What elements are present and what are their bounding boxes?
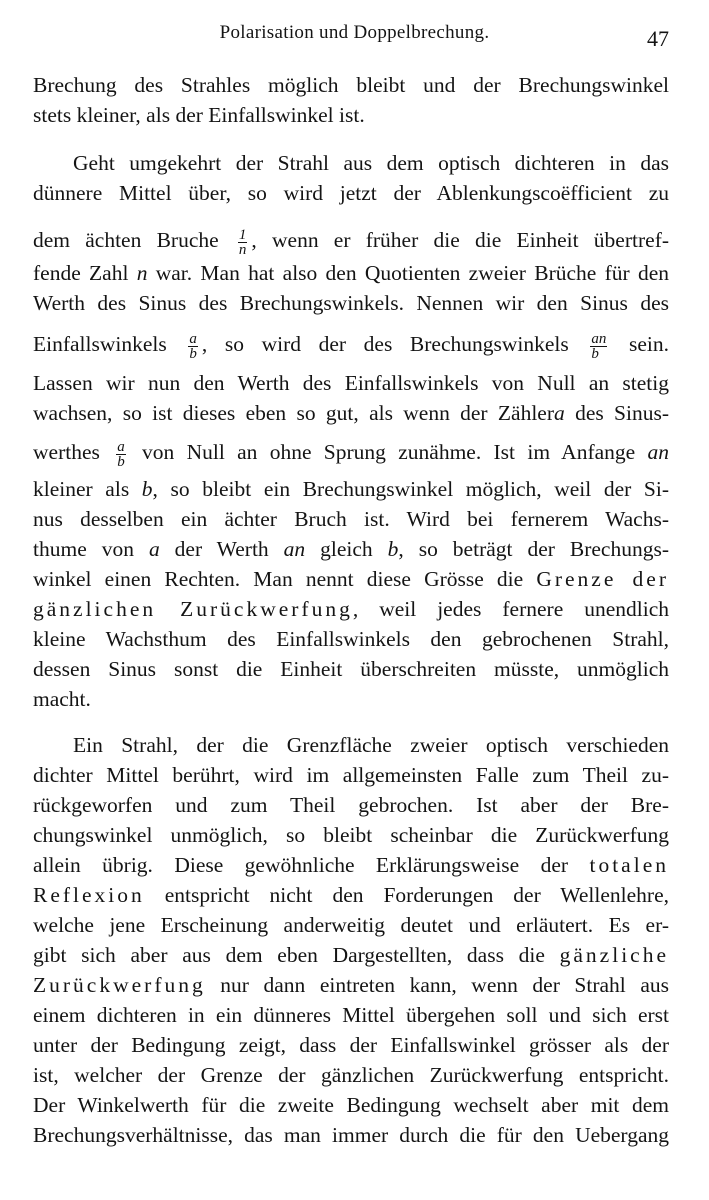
text-line xyxy=(33,398,669,428)
fraction-numerator: a xyxy=(189,330,197,347)
text-span: sein. xyxy=(628,332,669,356)
text-line: kleine Wachsthum des Einfallswinkels den gebrochenen Strahl, xyxy=(33,627,669,651)
fraction xyxy=(238,228,248,257)
text-line: ist, welcher der Grenze der gänzlichen Zurückwerfung entspricht. xyxy=(33,1063,669,1087)
spaced-emphasis: gänzlichen Zurückwerfung xyxy=(33,597,353,621)
math-variable: an xyxy=(283,537,306,561)
text-span: allein übrig. Diese gewöhnliche Erklärungsweise der xyxy=(33,853,569,877)
math-variable: b xyxy=(141,477,153,501)
text-line xyxy=(33,474,669,504)
text-line: welche jene Erscheinung anderweitig deutet und erläutert. Es er- xyxy=(33,913,669,937)
spaced-emphasis: gänzliche xyxy=(559,943,669,967)
math-variable: an xyxy=(647,440,669,464)
fraction-denominator: b xyxy=(117,453,125,470)
text-line: nus desselben ein ächter Bruch ist. Wird bei fernerem Wachs- xyxy=(33,507,669,531)
text-line: Werth des Sinus des Brechungswinkels. Nennen wir den Sinus des xyxy=(33,291,669,315)
text-span: , wenn er früher die die Einheit übertref- xyxy=(251,228,669,252)
text-span: des Sinus- xyxy=(564,401,669,425)
text-line xyxy=(33,850,669,880)
text-span: Einfallswinkels xyxy=(33,332,167,356)
math-variable: b xyxy=(387,537,399,561)
math-variable: n xyxy=(136,261,148,285)
text-line: Lassen wir nun den Werth des Einfallswinkels von Null an stetig xyxy=(33,371,669,395)
text-line: Geht umgekehrt der Strahl aus dem optisch dichteren in das xyxy=(73,151,669,175)
text-line: Der Winkelwerth für die zweite Bedingung wechselt aber mit dem xyxy=(33,1093,669,1117)
fraction-numerator: a xyxy=(117,438,125,455)
text-line: macht. xyxy=(33,687,91,711)
text-line xyxy=(33,258,669,288)
text-span: gibt sich aber aus dem eben Dargestellten, dass die xyxy=(33,943,545,967)
fraction-denominator: n xyxy=(238,241,247,258)
math-variable: a xyxy=(554,401,565,425)
text-span: dem ächten Bruche xyxy=(33,228,219,252)
text-span: thume von xyxy=(33,537,134,561)
text-line: dichter Mittel berührt, wird im allgemeinsten Falle zum Theil zu- xyxy=(33,763,669,787)
text-span: wachsen, so ist dieses eben so gut, als wenn der Zähler xyxy=(33,401,555,425)
text-line: dünnere Mittel über, so wird jetzt der Ablenkungscoëfficient zu xyxy=(33,181,669,205)
text-line-with-fraction xyxy=(33,432,669,472)
text-line: einem dichteren in ein dünneres Mittel übergehen soll und sich erst xyxy=(33,1003,669,1027)
text-span: nur dann eintreten kann, wenn der Strahl aus xyxy=(205,973,669,997)
text-span: , so beträgt der Brechungs- xyxy=(398,537,669,561)
spaced-emphasis: Zurückwerfung xyxy=(33,973,206,997)
spaced-emphasis: Reflexion xyxy=(33,883,145,907)
text-span: werthes xyxy=(33,440,100,464)
text-line-with-fraction xyxy=(33,220,669,260)
fraction-numerator: 1 xyxy=(238,226,247,243)
fraction xyxy=(590,332,607,361)
text-span: winkel einen Rechten. Man nennt diese Grösse die xyxy=(33,567,524,591)
text-line: rückgeworfen und zum Theil gebrochen. Ist aber der Bre- xyxy=(33,793,669,817)
text-line-with-fraction xyxy=(33,324,669,364)
text-span: entspricht nicht den Forderungen der Wellenlehre, xyxy=(144,883,669,907)
text-line: Brechungsverhältnisse, das man immer durch die für den Uebergang xyxy=(33,1123,669,1147)
text-span: , so wird der des Brechungswinkels xyxy=(201,332,569,356)
text-line: Ein Strahl, der die Grenzfläche zweier optisch verschieden xyxy=(73,733,669,757)
text-line: Brechung des Strahles möglich bleibt und der Brechungswinkel xyxy=(33,73,669,97)
spaced-emphasis: Grenze der xyxy=(536,567,669,591)
math-variable: a xyxy=(148,537,160,561)
text-line xyxy=(33,534,669,564)
text-span: der Werth xyxy=(159,537,269,561)
text-span: gleich xyxy=(305,537,373,561)
text-span: kleiner als xyxy=(33,477,130,501)
text-line xyxy=(33,940,669,970)
running-title: Polarisation und Doppelbrechung. xyxy=(219,22,490,43)
text-line xyxy=(33,564,669,594)
fraction xyxy=(116,440,126,469)
page-number: 47 xyxy=(647,26,669,51)
text-span: von Null an ohne Sprung zunähme. Ist im Anfange xyxy=(142,440,636,464)
page-header xyxy=(0,22,709,52)
text-line xyxy=(33,594,669,624)
text-line xyxy=(33,970,669,1000)
text-line: dessen Sinus sonst die Einheit überschreiten müsste, unmöglich xyxy=(33,657,669,681)
text-line: unter der Bedingung zeigt, dass der Einfallswinkel grösser als der xyxy=(33,1033,669,1057)
fraction-numerator: an xyxy=(591,330,607,347)
text-line: chungswinkel unmöglich, so bleibt scheinbar die Zurückwerfung xyxy=(33,823,669,847)
text-span: war. Man hat also den Quotienten zweier Brüche für den xyxy=(147,261,669,285)
fraction xyxy=(188,332,198,361)
spaced-emphasis: totalen xyxy=(589,853,669,877)
text-line xyxy=(33,880,669,910)
text-line: stets kleiner, als der Einfallswinkel ist. xyxy=(33,103,365,127)
fraction-denominator: b xyxy=(189,345,197,362)
text-span: fende Zahl xyxy=(33,261,129,285)
text-span: , so bleibt ein Brechungswinkel möglich, weil der Si- xyxy=(152,477,669,501)
text-span: , weil jedes fernere unendlich xyxy=(352,597,669,621)
fraction-denominator: b xyxy=(591,345,599,362)
